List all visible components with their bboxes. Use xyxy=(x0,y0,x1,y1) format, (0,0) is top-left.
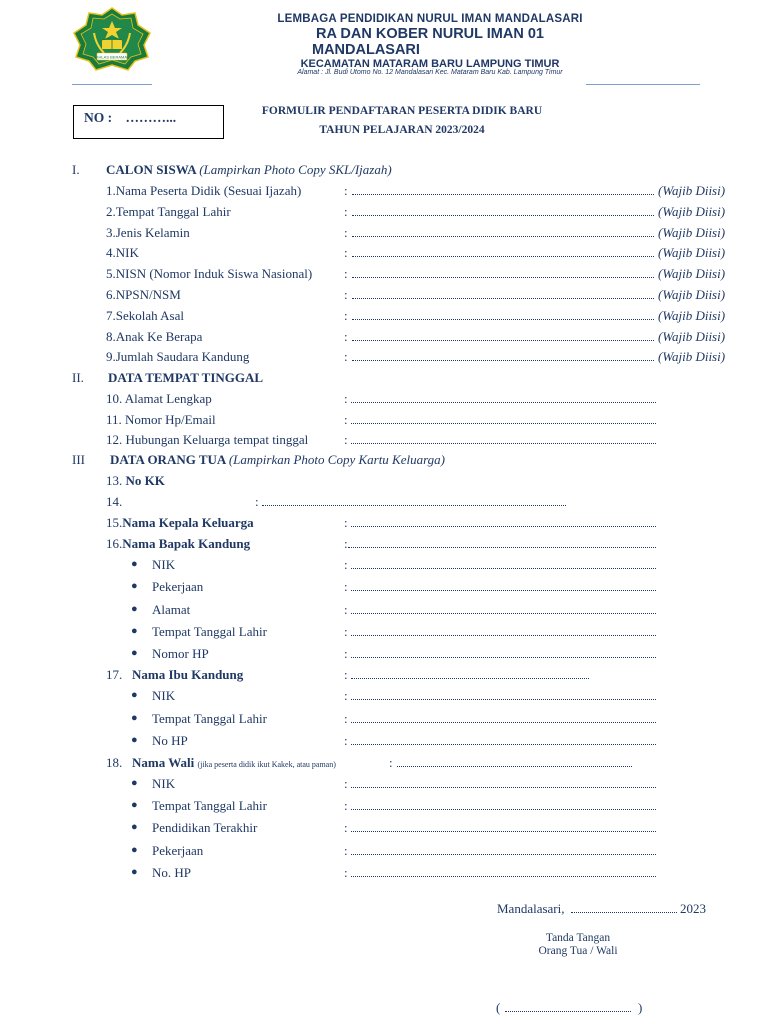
section-1-field-label: 7.Sekolah Asal xyxy=(106,308,184,323)
father-field-fill-line[interactable] xyxy=(351,657,656,658)
mother-field-fill-line[interactable] xyxy=(351,744,656,745)
guardian-bullet-icon: ● xyxy=(131,844,138,856)
section-1-field-fill-line[interactable] xyxy=(352,215,654,216)
field-14-colon: : xyxy=(255,494,259,509)
section-1-field-label: 2.Tempat Tanggal Lahir xyxy=(106,204,231,219)
section-1-heading xyxy=(106,162,392,178)
section-1-field-colon: : xyxy=(344,266,348,281)
section-1-field-fill-line[interactable] xyxy=(352,340,654,341)
signature-label-2: Orang Tua / Wali xyxy=(538,945,618,957)
registration-number-value: ………... xyxy=(125,110,177,125)
father-field-label: Nomor HP xyxy=(152,646,209,661)
father-field-label: Tempat Tanggal Lahir xyxy=(152,624,267,639)
section-1-field-colon: : xyxy=(344,183,348,198)
form-year: TAHUN PELAJARAN 2023/2024 xyxy=(319,124,485,136)
section-1-field-fill-line[interactable] xyxy=(352,298,654,299)
father-field-colon: : xyxy=(344,602,348,617)
section-2-field-colon: : xyxy=(344,412,348,427)
mother-field-colon: : xyxy=(344,688,348,703)
field-14-fill-line[interactable] xyxy=(262,505,566,506)
mother-bullet-icon: ● xyxy=(131,712,138,724)
father-field-colon: : xyxy=(344,579,348,594)
svg-text:IKHLAS BERAMAL: IKHLAS BERAMAL xyxy=(94,54,130,60)
field-15-label: 15.Nama Kepala Keluarga xyxy=(106,515,254,530)
section-1-field-label: 3.Jenis Kelamin xyxy=(106,225,190,240)
father-bullet-icon: ● xyxy=(131,647,138,659)
section-2-field-colon: : xyxy=(344,391,348,406)
guardian-field-fill-line[interactable] xyxy=(351,854,656,855)
mother-field-label: Tempat Tanggal Lahir xyxy=(152,711,267,726)
section-1-field-fill-line[interactable] xyxy=(352,256,654,257)
school-logo xyxy=(70,7,154,71)
section-1-field-fill-line[interactable] xyxy=(352,277,654,278)
kemenag-emblem-icon xyxy=(70,7,154,71)
header-divider-right xyxy=(586,84,700,85)
field-17-fill-line[interactable] xyxy=(351,678,589,679)
section-1-field-colon: : xyxy=(344,329,348,344)
required-note: (Wajib Diisi) xyxy=(658,245,726,260)
guardian-field-colon: : xyxy=(344,820,348,835)
section-2-field-fill-line[interactable] xyxy=(351,402,656,403)
field-13-label: 13. No KK xyxy=(106,473,165,488)
section-1-field-label: 6.NPSN/NSM xyxy=(106,287,181,302)
guardian-bullet-icon: ● xyxy=(131,866,138,878)
field-14-label: 14. xyxy=(106,494,123,509)
father-field-label: Alamat xyxy=(152,602,191,617)
father-field-fill-line[interactable] xyxy=(351,590,656,591)
guardian-field-label: NIK xyxy=(152,776,176,791)
father-bullet-icon: ● xyxy=(131,625,138,637)
required-note: (Wajib Diisi) xyxy=(658,204,726,219)
section-3-note: (Lampirkan Photo Copy Kartu Keluarga) xyxy=(228,452,446,467)
father-field-colon: : xyxy=(344,624,348,639)
father-field-fill-line[interactable] xyxy=(351,568,656,569)
mother-bullet-icon: ● xyxy=(131,689,138,701)
father-field-colon: : xyxy=(344,646,348,661)
section-1-field-fill-line[interactable] xyxy=(352,360,654,361)
guardian-field-label: Pekerjaan xyxy=(152,843,204,858)
institution-name: LEMBAGA PENDIDIKAN NURUL IMAN MANDALASARI xyxy=(277,13,583,25)
section-1-field-colon: : xyxy=(344,349,348,364)
required-note: (Wajib Diisi) xyxy=(658,329,726,344)
required-note: (Wajib Diisi) xyxy=(658,225,726,240)
guardian-field-fill-line[interactable] xyxy=(351,831,656,832)
signature-close-paren: ) xyxy=(638,1000,643,1015)
father-field-label: Pekerjaan xyxy=(152,579,204,594)
signature-label-1: Tanda Tangan xyxy=(545,932,611,944)
section-2-field-fill-line[interactable] xyxy=(351,423,656,424)
section-1-field-fill-line[interactable] xyxy=(352,194,654,195)
section-1-field-label: 1.Nama Peserta Didik (Sesuai Ijazah) xyxy=(106,183,302,198)
section-1-field-colon: : xyxy=(344,245,348,260)
section-3-title: DATA ORANG TUA xyxy=(110,452,226,467)
section-3-number: III xyxy=(72,452,85,467)
school-district: KECAMATAN MATARAM BARU LAMPUNG TIMUR xyxy=(300,58,560,70)
section-2-field-label: 12. Hubungan Keluarga tempat tinggal xyxy=(106,432,309,447)
section-1-field-fill-line[interactable] xyxy=(352,236,654,237)
mother-bullet-icon: ● xyxy=(131,734,138,746)
guardian-bullet-icon: ● xyxy=(131,777,138,789)
signature-open-paren: ( xyxy=(496,1000,501,1015)
section-1-field-label: 5.NISN (Nomor Induk Siswa Nasional) xyxy=(106,266,313,281)
guardian-field-fill-line[interactable] xyxy=(351,876,656,877)
section-2-field-colon: : xyxy=(344,432,348,447)
mother-field-fill-line[interactable] xyxy=(351,722,656,723)
school-location: MANDALASARI xyxy=(312,42,420,58)
guardian-field-fill-line[interactable] xyxy=(351,809,656,810)
field-16-label: 16.Nama Bapak Kandung xyxy=(106,536,251,551)
field-15-fill-line[interactable] xyxy=(351,526,656,527)
section-1-field-label: 4.NIK xyxy=(106,245,139,260)
required-note: (Wajib Diisi) xyxy=(658,183,726,198)
section-2-field-label: 10. Alamat Lengkap xyxy=(106,391,212,406)
mother-field-label: NIK xyxy=(152,688,176,703)
field-18-note: (jika peserta didik ikut Kakek, atau paman) xyxy=(197,760,336,769)
mother-field-colon: : xyxy=(344,733,348,748)
section-1-field-label: 8.Anak Ke Berapa xyxy=(106,329,203,344)
registration-number-label: NO : xyxy=(84,110,113,125)
signature-date-fill-line[interactable] xyxy=(571,912,677,913)
field-17-label: 17. Nama Ibu Kandung xyxy=(106,667,244,682)
required-note: (Wajib Diisi) xyxy=(658,287,726,302)
section-1-title: CALON SISWA xyxy=(106,162,196,177)
father-field-fill-line[interactable] xyxy=(351,635,656,636)
mother-field-colon: : xyxy=(344,711,348,726)
required-note: (Wajib Diisi) xyxy=(658,266,726,281)
school-name: RA DAN KOBER NURUL IMAN 01 xyxy=(316,26,544,42)
guardian-field-label: Pendidikan Terakhir xyxy=(152,820,258,835)
section-1-field-fill-line[interactable] xyxy=(352,319,654,320)
field-16-colon: : xyxy=(344,536,348,551)
field-18-colon: : xyxy=(389,755,393,770)
father-field-label: NIK xyxy=(152,557,176,572)
field-17-colon: : xyxy=(344,667,348,682)
guardian-bullet-icon: ● xyxy=(131,821,138,833)
field-18-label: 18. Nama Wali (jika peserta didik ikut Kakek, atau paman) xyxy=(106,755,336,770)
guardian-field-colon: : xyxy=(344,776,348,791)
section-2-field-fill-line[interactable] xyxy=(351,443,656,444)
section-1-number: I. xyxy=(72,162,80,177)
father-bullet-icon: ● xyxy=(131,580,138,592)
section-1-field-colon: : xyxy=(344,225,348,240)
section-1-field-colon: : xyxy=(344,287,348,302)
section-1-field-colon: : xyxy=(344,308,348,323)
signature-year: 2023 xyxy=(680,901,706,916)
guardian-field-colon: : xyxy=(344,865,348,880)
father-field-colon: : xyxy=(344,557,348,572)
guardian-bullet-icon: ● xyxy=(131,799,138,811)
field-16-fill-line[interactable] xyxy=(348,547,656,548)
form-title: FORMULIR PENDAFTARAN PESERTA DIDIK BARU xyxy=(261,105,543,117)
signature-name-fill-line[interactable] xyxy=(505,1011,631,1012)
guardian-field-label: Tempat Tanggal Lahir xyxy=(152,798,267,813)
header-divider-left xyxy=(72,84,152,85)
section-3-heading xyxy=(110,452,445,468)
school-address: Alamat : Jl. Budi Utomo No. 12 Mandalasari Kec. Mataram Baru Kab. Lampung Timur xyxy=(297,69,563,76)
section-1-note: (Lampirkan Photo Copy SKL/Ijazah) xyxy=(199,162,392,177)
signature-place: Mandalasari, xyxy=(497,901,565,916)
father-bullet-icon: ● xyxy=(131,603,138,615)
mother-field-label: No HP xyxy=(152,733,188,748)
required-note: (Wajib Diisi) xyxy=(658,308,726,323)
section-2-number: II. xyxy=(72,370,84,385)
field-15-colon: : xyxy=(344,515,348,530)
section-2-field-label: 11. Nomor Hp/Email xyxy=(106,412,216,427)
section-2-title: DATA TEMPAT TINGGAL xyxy=(108,370,264,385)
required-note: (Wajib Diisi) xyxy=(658,349,726,364)
guardian-field-colon: : xyxy=(344,798,348,813)
father-field-fill-line[interactable] xyxy=(351,613,656,614)
mother-field-fill-line[interactable] xyxy=(351,699,656,700)
guardian-field-label: No. HP xyxy=(152,865,192,880)
section-1-field-label: 9.Jumlah Saudara Kandung xyxy=(106,349,250,364)
field-18-fill-line[interactable] xyxy=(397,766,632,767)
section-1-field-colon: : xyxy=(344,204,348,219)
guardian-field-colon: : xyxy=(344,843,348,858)
guardian-field-fill-line[interactable] xyxy=(351,787,656,788)
registration-number-box xyxy=(73,105,224,139)
father-bullet-icon: ● xyxy=(131,558,138,570)
